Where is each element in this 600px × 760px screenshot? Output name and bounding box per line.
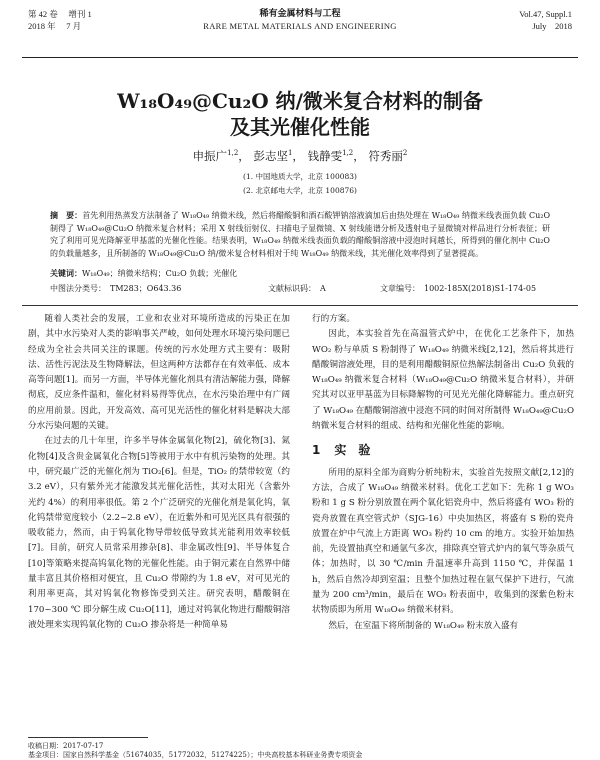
body-column-left (28, 312, 290, 633)
affiliation: (1. 中国地质大学，北京 100083) (243, 172, 357, 181)
author: 彭志坚$^1$ (253, 149, 293, 163)
paragraph: 随着人类社会的发展，工业和农业对环境所造成的污染正在加剧，其中水污染对人类的影响事关严峻，如何处理水环境污染问题已经成为全社会共同关注的课题。传统的污水处理方式主要有：吸附法、活性污泥法及生物降解法，但这两种方法都存在有效率低、成本高等问题[1]。而另一方面，半导体光催化剂具有清洁解能力强，降解彻底，反应条件温和，催化材料易得等优点，在水污染治理中有广阔的应用前景。因此，开发高效、高可见光活性的催化材料是解决大部分水污染问题的关键。 (28, 314, 290, 432)
paragraph: 在过去的几十年里，许多半导体金属氧化物[2]，硫化物[3]、氮化物[4]及含贵金属氧化合物[5]等被用于水中有机污染物的处理。其中，研究最广泛的光催化剂为 TiO₂[6]。但是，TiO₂ 的禁带较宽（约 3.2 eV），只有紫外光才能激发其光催化活性，其对太阳光（含紫外光约 4%）的利用率很低。第 2 个广泛研究的光催化剂是氧化钨，氧化钨禁带宽度较小（2.2~2.8 eV），在近紫外和可见光区具有很强的吸收能力，然而，由于钨氧化物导带较低导致其光能利用效率较低[7]。目前，研究人员常采用掺杂[8]、非金属改性[9]、半导体复合[10]等策略来提高钨氧化物的光催化性能。由于铜元素在自然界中储量丰富且其价格相对便宜，且 Cu₂O 带隙约为 1.8 eV，对可见光的利用率更高，其对钨氧化物修饰受到关注。研究表明，醋酸铜在 170~300 ℃ 即分解生成 Cu₂O[11]，通过对钨氧化物进行醋酸铜溶液处理来实现钨氧化物的 Cu₂O 掺杂将是一种简单易 (28, 436, 290, 630)
author: 申振广$^{1,2}$ (192, 149, 239, 163)
abstract-text: 首先利用热蒸发方法制备了 W₁₈O₄₉ 纳微米线，然后将醋酸铜和酒石酸钾钠溶液滴加后由热处理在 W₁₈O₄₉ 纳微米线表面负载 Cu₂O 制得了 W₁₈O₄₉@Cu₂O 纳微米复合材料；采用 X 射线衍射仪、扫描电子显微镜、X 射线能谱分析及透射电子显微镜对样品进行分析表征；研究了利用可见光降解亚甲基蓝的光催化性能。结果表明，W₁₈O₄₉ 纳微米线表面负载的醋酸铜溶液中浸泡时间越长，所得到的催化剂中 Cu₂O 的负载量越多，且所制备的 W₁₈O₄₉@Cu₂O 纳/微米复合材料相对于纯 W₁₈O₄₉ 纳微米线，其光催化效率得到了显著提高。 (50, 211, 551, 259)
paragraph: 然后，在室温下将所制备的 W₁₈O₄₉ 粉末放入盛有 (328, 620, 519, 631)
footnote-received: 收稿日期：2017-07-17 (28, 742, 104, 750)
body-column-right (312, 312, 574, 634)
header-volume-info: 第 42 卷 增刊 1 2018 年 7 月 (28, 9, 92, 31)
header-rule (22, 57, 578, 58)
keywords (50, 268, 550, 279)
abstract-rule (22, 305, 578, 306)
keywords-text: W₁₈O₄₉；纳微米结构；Cu₂O 负载；光催化 (82, 269, 238, 278)
journal-title: 稀有金属材料与工程 RARE METAL MATERIALS AND ENGINEERING (203, 9, 397, 31)
article-number: 文章编号： 1002-185X(2018)S1-174-05 (380, 284, 537, 293)
document-code: 文献标识码： A (268, 284, 326, 293)
author: 钱静雯$^{1,2}$ (307, 149, 354, 163)
paper-title: W₁₈O₄₉@Cu₂O 纳/微米复合材料的制备 及其光催化性能 (117, 89, 483, 139)
abstract (50, 209, 550, 261)
author-list: 申振广$^{1,2}$， 彭志坚$^1$， 钱静雯$^{1,2}$， 符秀丽$^2$ (192, 149, 408, 163)
section-heading: 1 实 验 (312, 443, 371, 458)
paragraph: 行的方案。 (312, 314, 355, 324)
clc-number: 中图法分类号： TM283；O643.36 (50, 284, 182, 293)
footnote-funding: 基金项目：国家自然科学基金（51674035，51772032，51274225）；中央高校基本科研业务费专项资金 (28, 751, 363, 759)
classification-line (50, 283, 550, 295)
header-volume-info-en: Vol.47, Suppl.1 July 2018 (519, 9, 572, 31)
keywords-label: 关键词： (50, 268, 82, 278)
running-header (22, 8, 578, 50)
abstract-label: 摘 要： (50, 210, 83, 220)
footnote-rule (28, 737, 148, 738)
paragraph: 因此，本实验首先在高温管式炉中，在优化工艺条件下，加热 WO₂ 粉与单质 S 粉制得了 W₁₈O₄₉ 纳微米线[2,12]，然后将其进行醋酸铜溶液处理，目的是利用醋酸铜原位热解法制备出 Cu₂O 负载的 W₁₈O₄₉ 纳微米复合材料（W₁₈O₄₉@Cu₂O 纳微米复合材料），并研究其对以亚甲基蓝为目标降解物的可见光光催化降解能力。重点研究了 W₁₈O₄₉ 在醋酸铜溶液中浸泡不同的时间对所制得 W₁₈O₄₉@Cu₂O 纳微米复合材料的组成、结构和光催化性能的影响。 (312, 329, 574, 432)
paragraph: 所用的原料全部为商购分析纯粉末，实验首先按照文献[2,12]的方法，合成了 W₁₈O₄₉ 纳微米材料。优化工艺如下：先称 1 g WO₃ 粉和 1 g S 粉分别放置在两个氧化铝瓷舟中，然后将盛有 WO₃ 粉的瓷舟放置在真空管式炉（SJG-16）中央加热区，将盛有 S 粉的瓷舟放置在炉中气流上方距离 WO₃ 粉约 10 cm 的地方。实验开始加热前，先设置抽真空和通氩气多次，排除真空管式炉内的氧气等杂质气体；加热时，以 30 ℃/min 升温速率升高到 1150 ℃，并保温 1 h，然后自然冷却到室温；且整个加热过程在氩气保护下进行，气流量为 200 cm³/min，最后在 WO₃ 粉表面中，收集到的深紫色粉末状物质即为所用 W₁₈O₄₉ 纳微米材料。 (312, 467, 574, 616)
affiliation: (2. 北京邮电大学，北京 100876) (243, 186, 357, 195)
author: 符秀丽$^2$ (368, 149, 408, 163)
